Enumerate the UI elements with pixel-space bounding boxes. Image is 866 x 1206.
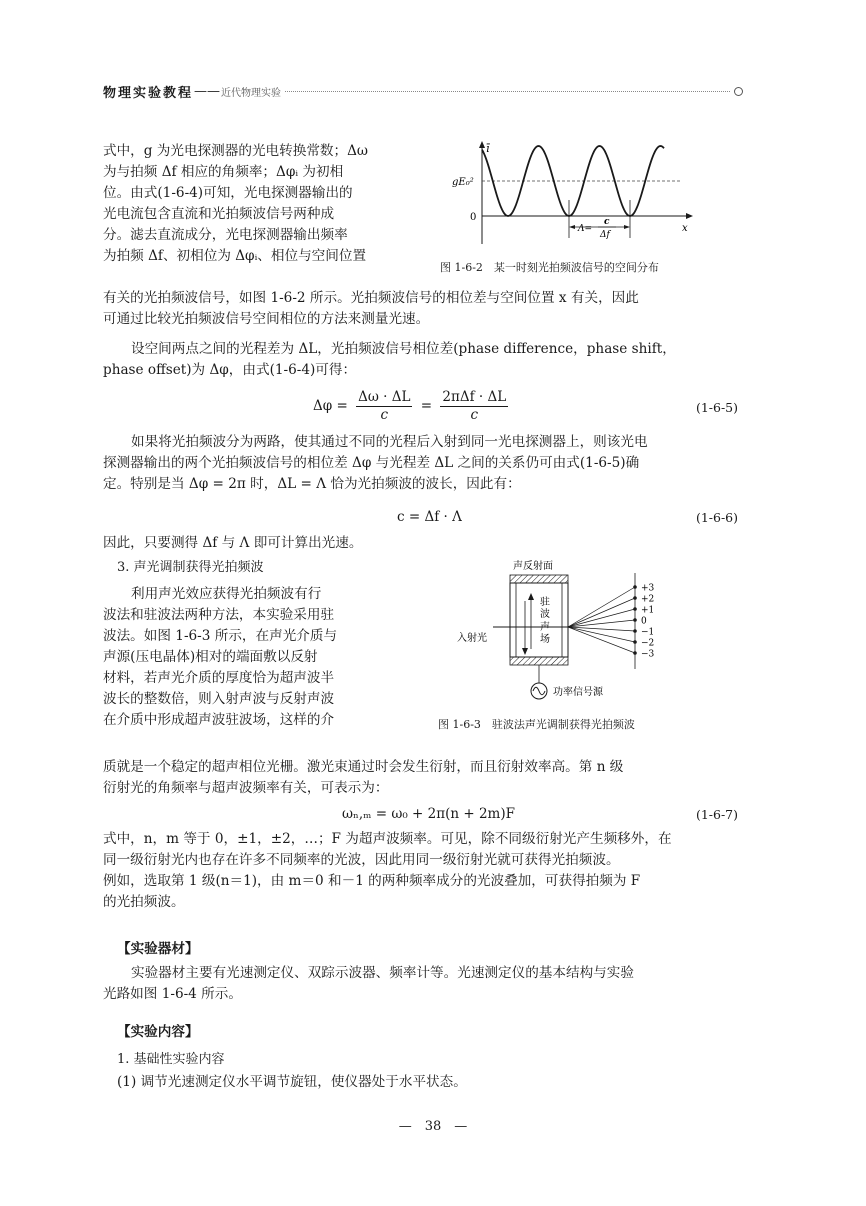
down-arrow-icon: [522, 648, 528, 655]
y-axis-arrow-icon: [479, 141, 485, 148]
text-line: 利用声光效应获得光拍频波有行: [131, 586, 322, 602]
content-item-1: (1) 调节光速测定仪水平调节旋钮，使仪器处于水平状态。: [117, 1074, 467, 1090]
figure-1-6-2: [450, 138, 700, 253]
order-label: −1: [641, 627, 655, 638]
order-label: −3: [641, 649, 655, 660]
equation-number-1-6-6: (1-6-6): [695, 510, 738, 525]
text-line: 材料，若声光介质的厚度恰为超声波半: [103, 670, 335, 686]
order-label: −2: [641, 638, 655, 649]
text-line: 如果将光拍频波分为两路，使其通过不同的光程后入射到同一光电探测器上，则该光电: [131, 434, 648, 450]
lambda-numerator: c: [604, 217, 610, 227]
paragraph-5-continued: [103, 757, 743, 799]
text-line: 设空间两点之间的光程差为 ΔL，光拍频波信号相位差(phase difference，phase shift，: [131, 341, 676, 357]
eq-lhs: Δφ =: [313, 398, 348, 414]
text-line: 光路如图 1-6-4 所示。: [103, 986, 242, 1002]
mean-level-label: gE₀²: [452, 177, 474, 188]
text-line: 有关的光拍频波信号，如图 1-6-2 所示。光拍频波信号的相位差与空间位置 x 有关，因此: [103, 290, 639, 306]
eq-fraction-1: [356, 389, 412, 424]
order-label: +1: [641, 605, 655, 616]
section-content-title: 【实验内容】: [117, 1024, 199, 1040]
equation-1-6-7: ωₙ,ₘ = ω₀ + 2π(n + 2m)F: [342, 806, 515, 822]
eq-numerator: 2πΔf · ΔL: [442, 389, 507, 405]
incident-light-label: 入射光: [457, 633, 487, 644]
paragraph-3: [103, 432, 743, 495]
header-dash: ——: [194, 83, 221, 99]
eq-numerator: Δω · ΔL: [358, 389, 411, 405]
eq-denominator: c: [470, 407, 479, 423]
equation-number-1-6-5: (1-6-5): [695, 400, 738, 415]
wavelength-arrow-right-icon: [624, 225, 630, 229]
text-line: 波长的整数倍，则入射声波与反射声波: [103, 691, 335, 707]
subsection-3-title: 3. 声光调制获得光拍频波: [117, 560, 264, 575]
diffraction-fan: [568, 585, 637, 655]
text-line: 的光拍频波。: [103, 894, 185, 910]
paragraph-7: [103, 963, 743, 1005]
header-dotted-rule: [285, 91, 730, 92]
text-line: 位。由式(1-6-4)可知，光电探测器输出的: [103, 185, 353, 201]
order-labels: [641, 584, 655, 660]
paragraph-5: [103, 584, 415, 731]
wavelength-arrow-left-icon: [569, 225, 575, 229]
running-header: [103, 80, 743, 102]
equation-1-6-6: c = Δf · Λ: [397, 509, 462, 525]
text-line: 质就是一个稳定的超声相位光栅。激光束通过时会发生衍射，而且衍射效率高。第 n 级: [103, 759, 624, 775]
eq-denominator: c: [380, 407, 389, 423]
text-line: 例如，选取第 1 级(n＝1)，由 m＝0 和－1 的两种频率成分的光波叠加，可获得拍频为 F: [103, 873, 641, 889]
paragraph-1: [103, 141, 415, 267]
lambda-denominator: Δf: [600, 230, 610, 240]
text-line: 光电流包含直流和光拍频波信号两种成: [103, 206, 335, 222]
acousto-optic-medium: [510, 583, 568, 657]
y-axis-label: ī: [486, 142, 490, 155]
text-line: 式中，g 为光电探测器的光电转换常数；Δω: [103, 143, 369, 159]
text-line: 波法。如图 1-6-3 所示，在声光介质与: [103, 628, 338, 644]
paragraph-2: [103, 339, 743, 381]
book-title: 物理实验教程: [103, 85, 194, 101]
paragraph-1-continued: [103, 288, 743, 330]
text-line: 在介质中形成超声波驻波场，这样的介: [103, 712, 335, 728]
text-line: 可通过比较光拍频波信号空间相位的方法来测量光速。: [103, 311, 430, 327]
reflection-surface-label: 声反射面: [513, 561, 553, 572]
field-char: 声: [540, 622, 550, 633]
order-label: 0: [641, 616, 647, 627]
diffraction-ray: [568, 609, 635, 627]
lambda-label: Λ=: [578, 224, 593, 234]
text-line: 分。滤去直流成分，光电探测器输出频率: [103, 227, 348, 243]
reflector-hatch: [510, 575, 568, 583]
x-axis-arrow-icon: [686, 213, 693, 219]
text-line: 声源(压电晶体)相对的端面敷以反射: [103, 649, 318, 665]
text-line: 式中，n，m 等于 0，±1，±2，…；F 为超声波频率。可见，除不同级衍射光产生频移外，在: [103, 831, 672, 847]
text-line: 衍射光的角频率与超声波频率有关，可表示为：: [103, 780, 389, 796]
equation-1-6-5: [313, 389, 512, 424]
paragraph-6: [103, 829, 743, 913]
text-line: 探测器输出的两个光拍频波信号的相位差 Δφ 与光程差 ΔL 之间的关系仍可由式(1-6-5)确: [103, 455, 640, 471]
header-circle-icon: [734, 87, 743, 96]
order-label: +2: [641, 594, 655, 605]
sine-symbol-icon: [533, 687, 545, 695]
paragraph-4: 因此，只要测得 Δf 与 Λ 即可计算出光速。: [103, 535, 363, 551]
chapter-title: 近代物理实验: [221, 87, 282, 99]
text-line: 为与拍频 Δf 相应的角频率；Δφᵢ 为初相: [103, 164, 344, 180]
x-axis-label: x: [682, 223, 688, 234]
up-arrow-icon: [528, 593, 534, 600]
text-line: 定。特别是当 Δφ = 2π 时，ΔL = Λ 恰为光拍频波的波长，因此有：: [103, 476, 521, 492]
order-label: +3: [641, 583, 655, 594]
text-line: phase offset)为 Δφ，由式(1-6-4)可得：: [103, 362, 357, 378]
eq-equals: =: [420, 398, 433, 414]
signal-source-label: 功率信号源: [553, 687, 603, 698]
page-number: — 38 —: [398, 1119, 468, 1134]
field-char: 驻: [540, 597, 550, 608]
subsection-basic-title: 1. 基础性实验内容: [117, 1052, 225, 1067]
diffraction-ray: [568, 598, 635, 627]
figure-1-6-3-caption: 图 1-6-3 驻波法声光调制获得光拍频波: [438, 718, 635, 731]
section-equipment-title: 【实验器材】: [117, 941, 199, 957]
field-char: 波: [540, 609, 550, 620]
text-line: 波法和驻波法两种方法，本实验采用驻: [103, 607, 335, 623]
figure-1-6-2-caption: 图 1-6-2 某一时刻光拍频波信号的空间分布: [440, 261, 659, 274]
figure-1-6-3: [455, 557, 685, 709]
eq-fraction-2: [440, 389, 508, 424]
transducer-hatch: [510, 657, 568, 665]
text-line: 同一级衍射光内也存在许多不同频率的光波，因此用同一级衍射光就可获得光拍频波。: [103, 852, 620, 868]
origin-label: 0: [470, 212, 477, 223]
field-char: 场: [540, 634, 550, 645]
text-line: 为拍频 Δf、初相位为 Δφᵢ、相位与空间位置: [103, 248, 367, 264]
text-line: 实验器材主要有光速测定仪、双踪示波器、频率计等。光速测定仪的基本结构与实验: [131, 965, 634, 981]
equation-number-1-6-7: (1-6-7): [695, 807, 738, 822]
